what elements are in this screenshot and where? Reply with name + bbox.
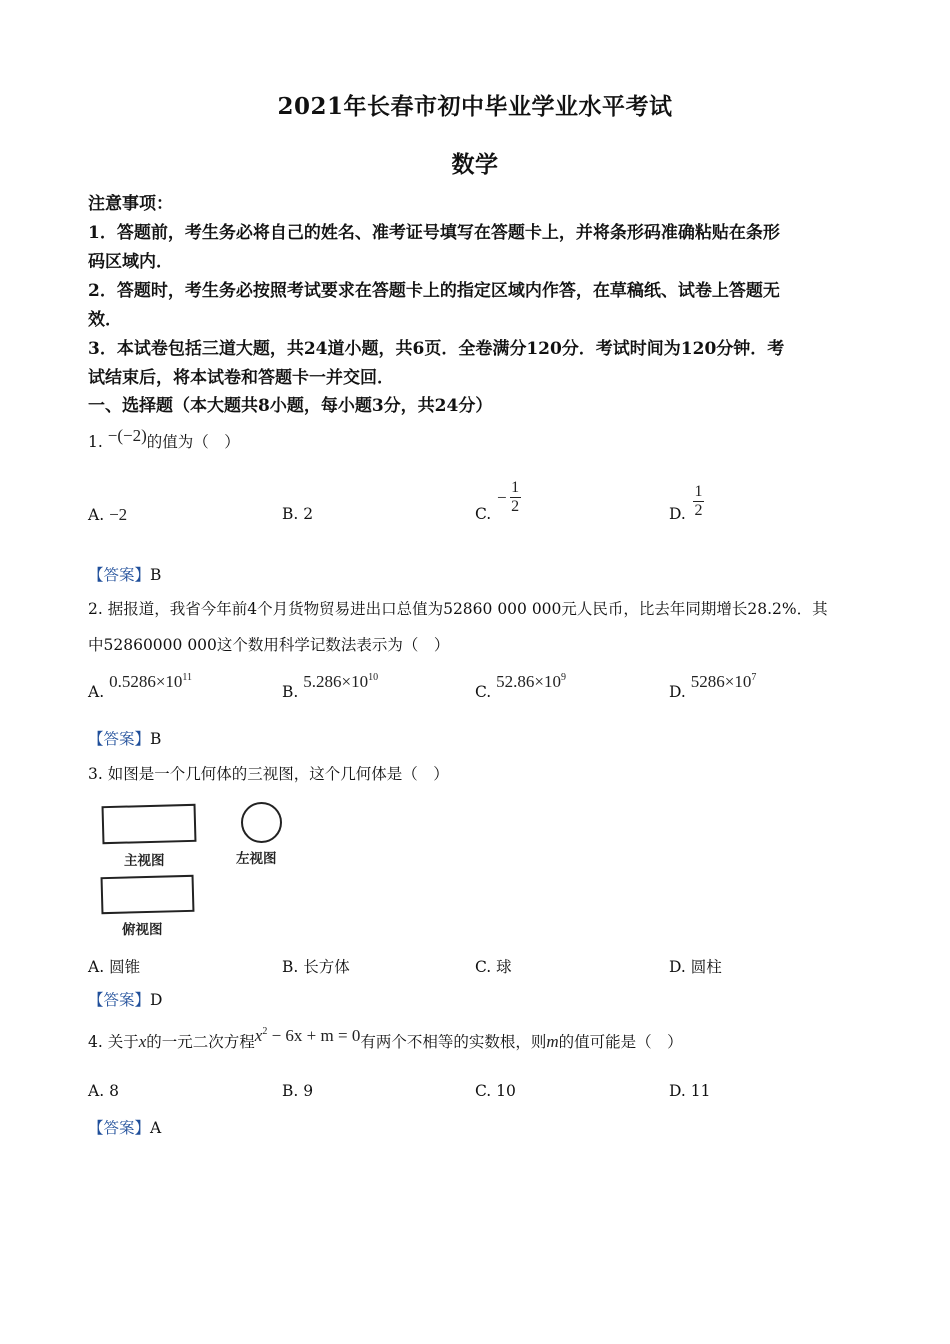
left-view-circle [241, 802, 282, 843]
q1-option-a-value: −2 [109, 505, 128, 524]
q4-option-c: C. 10 [475, 1082, 516, 1100]
q4-answer: 【答案】A [88, 1119, 162, 1137]
q4-option-a: A. 8 [88, 1082, 119, 1100]
top-view-rectangle [101, 875, 195, 914]
q2-stem-line-1: 2. 据报道，我省今年前4个月货物贸易进出口总值为52860 000 000元人民币，比去年同期增长28.2%．其 [88, 600, 828, 618]
q1-option-c-label: C. [475, 505, 492, 523]
q1-option-a: A. −2 [88, 505, 128, 524]
q2-answer: 【答案】B [88, 730, 162, 748]
fraction: $\frac{1}{2}$ [694, 483, 703, 519]
question-number: 1. [88, 433, 103, 451]
q2-option-a: A. $0.5286\times 10^{11}$ [88, 672, 193, 701]
exam-title: 2021年长春市初中毕业学业水平考试 [277, 93, 673, 120]
front-view-rectangle [102, 804, 197, 844]
note-1-line-2: 码区域内． [88, 252, 173, 272]
q3-option-c: C. 球 [475, 958, 512, 976]
section-1-heading: 一、选择题（本大题共8小题，每小题3分，共24分） [88, 396, 493, 416]
q3-stem: 3. 如图是一个几何体的三视图，这个几何体是（ ） [88, 765, 449, 783]
note-3-line-1: 3．本试卷包括三道大题，共24道小题，共6页．全卷满分120分．考试时间为120分钟．考 [88, 339, 785, 359]
subject-title: 数学 [451, 151, 499, 178]
q4-option-b: B. 9 [282, 1082, 314, 1100]
note-3-line-2: 试结束后，将本试卷和答题卡一并交回． [88, 368, 394, 388]
q1-expression: −(−2) [107, 426, 147, 445]
q3-option-d: D. 圆柱 [669, 958, 722, 976]
q1-answer: 【答案】B [88, 566, 162, 584]
q3-answer: 【答案】D [88, 991, 163, 1009]
q2-option-b: B. $5.286\times 10^{10}$ [282, 672, 379, 701]
q2-option-c: C. $52.86\times 10^9$ [475, 672, 567, 701]
note-1-line-1: 1．答题前，考生务必将自己的姓名、准考证号填写在答题卡上，并将条形码准确粘贴在条形 [88, 223, 780, 243]
q1-option-d-value [693, 481, 704, 518]
top-view-label: 俯视图 [122, 922, 163, 938]
q4-equation: $x^2 - 6x + m = 0$ [254, 1026, 361, 1045]
q3-option-b: B. 长方体 [282, 958, 350, 976]
q1-option-b-value: 2 [303, 505, 314, 523]
q2-stem-line-2: 中52860000 000这个数用科学记数法表示为（ ） [88, 636, 450, 654]
q4-option-d: D. 11 [669, 1082, 711, 1100]
front-view-label: 主视图 [124, 853, 165, 869]
q1-stem-tail: 的值为（ ） [146, 433, 240, 451]
q4-stem: 4. 关于x的一元二次方程$x^2 - 6x + m = 0$有两个不相等的实数根，则m的值可能是（ ） [88, 1026, 683, 1051]
q1-option-b: B. 2 [282, 505, 314, 523]
left-view-label: 左视图 [236, 851, 277, 867]
q1-option-d-label: D. [669, 505, 686, 523]
q3-option-a: A. 圆锥 [88, 958, 141, 976]
fraction: $\frac{1}{2}$ [511, 479, 520, 515]
question-1-stem [88, 426, 240, 452]
q1-option-c-value: − $\frac{1}{2}$ [497, 479, 520, 515]
note-2-line-1: 2．答题时，考生务必按照考试要求在答题卡上的指定区域内作答，在草稿纸、试卷上答题无 [88, 281, 780, 301]
q2-option-d: D. $5286\times 10^7$ [669, 672, 757, 701]
notes-heading: 注意事项： [88, 194, 173, 214]
note-2-line-2: 效． [88, 310, 122, 330]
